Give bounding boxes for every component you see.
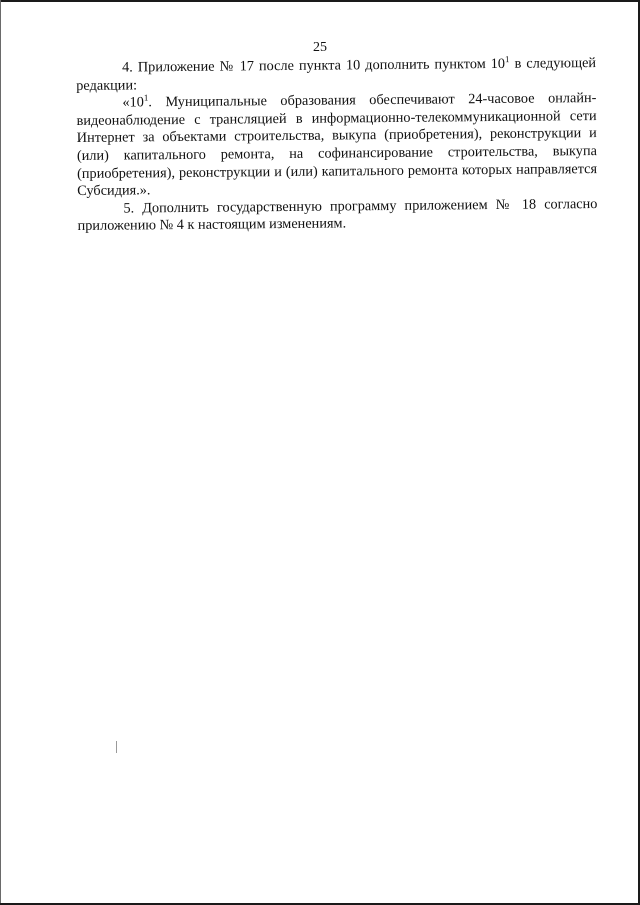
quoted-point-number: «10 <box>122 94 144 111</box>
paragraph-item-4-tail: в следующей редакции: <box>76 55 597 94</box>
paragraph-quoted-10-1 <box>76 90 597 201</box>
paragraph-item-5 <box>77 196 597 236</box>
quoted-point-text: . Муниципальные образования обеспечивают 24-часовое онлайн-видеонаблюдение с трансляцией в информационно-телекоммуникационной сети Интернет за объектами строительства, выкупа (приобретения), реконструкции и (или) капитального ремонта, на софинансирование строительства, выкупа (приобретения), реконструкции и (или) капитального ремонта которых направляется Субсидия.». <box>76 90 598 200</box>
superscript-index: 1 <box>143 92 149 103</box>
paragraph-item-4 <box>76 55 596 95</box>
scan-artifact-mark <box>116 741 117 753</box>
paragraph-item-4-text: 4. Приложение № 17 после пункта 10 дополнить пунктом 10 <box>121 55 506 76</box>
page-number: 25 <box>313 40 327 55</box>
superscript-index: 1 <box>504 54 510 65</box>
scan-edge-left <box>0 0 1 905</box>
scan-edge-top <box>0 0 640 2</box>
document-body <box>76 55 598 236</box>
paragraph-item-5-text: 5. Дополнить государственную программу приложением № 18 согласно приложению № 4 к настоящим изменениям. <box>77 195 598 235</box>
